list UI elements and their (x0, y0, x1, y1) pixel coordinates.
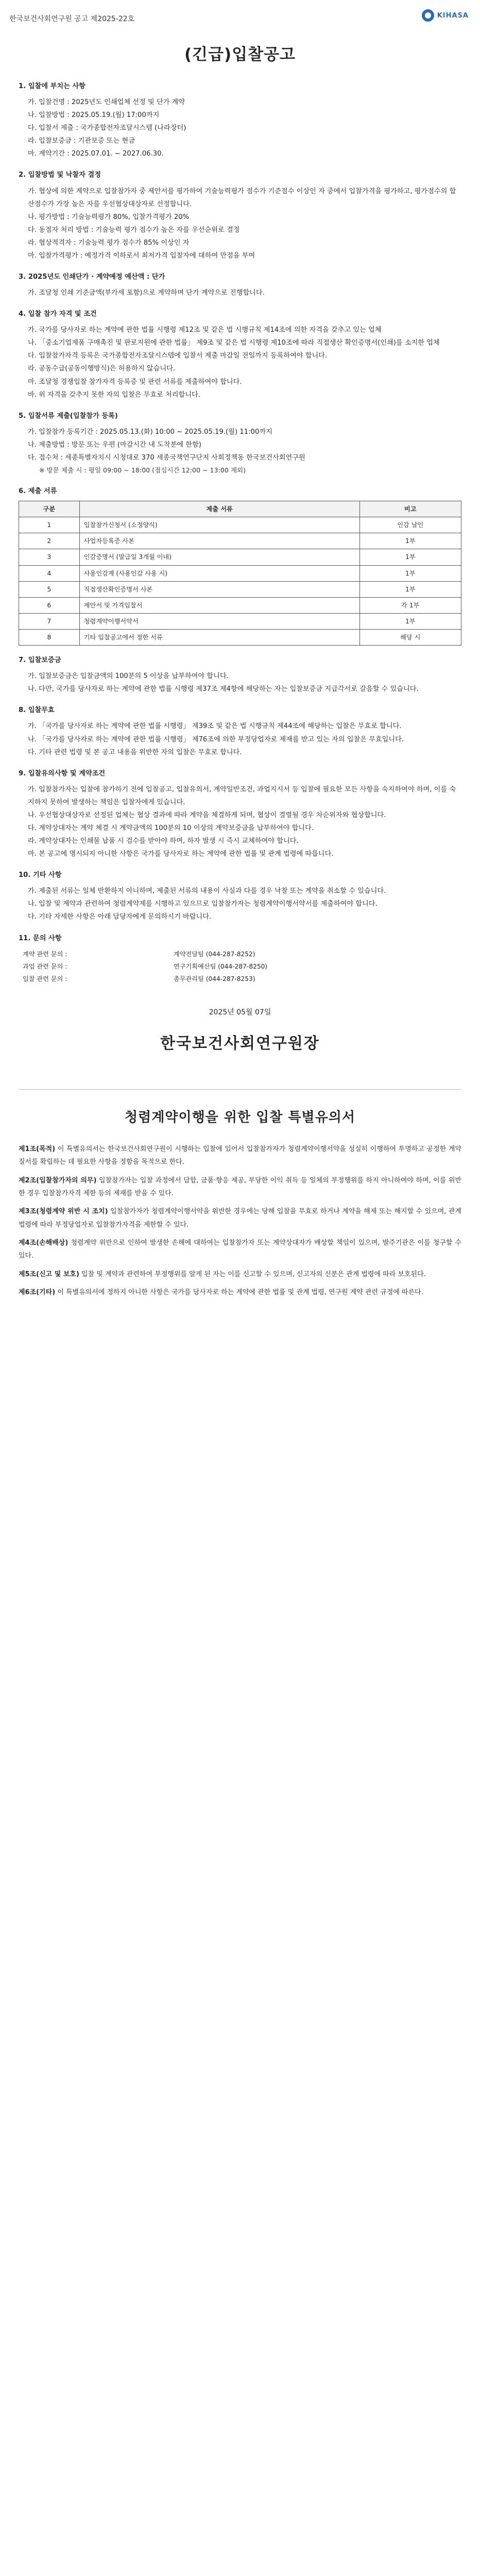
article-text: 이 특별유의서는 한국보건사회연구원이 시행하는 입찰에 있어서 입찰참가자가 청렴계약이행서약을 성실히 이행하여 투명하고 공정한 계약질서를 확립하는 데 필요한 사항을 정함을 목적으로 한다. (19, 1145, 461, 1166)
notice-body (0, 80, 480, 1299)
table-cell: 각 1부 (359, 597, 461, 613)
section-line: 라. 계약상대자는 인쇄물 납품 시 검수를 받아야 하며, 하자 발생 시 즉시 교체하여야 합니다. (28, 837, 299, 845)
section-line: 나. 평가방법 : 기술능력평가 80%, 입찰가격평가 20% (28, 213, 190, 221)
contact-value: 계약전담팀 (044-287-8252) (173, 950, 255, 958)
agency-logo (422, 9, 469, 22)
table-row (19, 581, 461, 597)
pledge-article (19, 1286, 461, 1299)
table-cell: 제안서 및 가격입찰서 (79, 597, 359, 613)
table-row (19, 597, 461, 613)
table-cell: 사업자등록증 사본 (79, 533, 359, 549)
page-title: (긴급)입찰공고 (184, 45, 296, 64)
pledge-article (19, 1143, 461, 1169)
table-cell: 1부 (359, 533, 461, 549)
table-cell: 6 (19, 597, 80, 613)
section-line: 가. 입찰건명 : 2025년도 인쇄업체 선정 및 단가 계약 (28, 98, 185, 107)
section-heading: 7. 입찰보증금 (19, 656, 61, 665)
article-heading: 제4조(손해배상) (19, 1239, 68, 1247)
pledge-article (19, 1236, 461, 1263)
table-cell: 1부 (359, 565, 461, 581)
article-text: 입찰 및 계약과 관련하여 부정행위를 알게 된 자는 이를 신고할 수 있으며, 신고자의 신분은 관계 법령에 따라 보호된다. (81, 1270, 426, 1278)
logo-text: KIHASA (437, 11, 469, 20)
section-line: 가. 협상에 의한 계약으로 입찰참가자 중 제안서를 평가하여 기술능력평가 점수가 기준점수 이상인 자 중에서 입찰가격을 평가하고, 평가점수의 합산점수가 가장 높은 자를 우선협상대상자로 선정합니다. (28, 187, 456, 208)
contact-label: 과업 관련 문의 : (23, 962, 67, 970)
section-heading: 2. 입찰방법 및 낙찰자 결정 (19, 171, 101, 179)
article-heading: 제2조(입찰참가자의 의무) (19, 1176, 97, 1184)
section-heading: 11. 문의 사항 (19, 934, 62, 942)
table-cell: 1부 (359, 549, 461, 565)
table-cell: 인감 날인 (359, 517, 461, 533)
contact-label: 입찰 관련 문의 : (23, 975, 67, 982)
section-line: 나. 입찰방법 : 2025.05.19.(월) 17:00까지 (28, 111, 160, 120)
contact-row (19, 960, 461, 973)
divider (19, 1089, 461, 1090)
section-heading: 1. 입찰에 부치는 사항 (19, 82, 85, 90)
table-cell: 7 (19, 613, 80, 629)
contact-row (19, 948, 461, 960)
sections-part-2 (19, 654, 461, 944)
pledge-article (19, 1174, 461, 1200)
section-line: 가. 국가를 당사자로 하는 계약에 관한 법률 시행령 제12조 및 같은 법 시행규칙 제14조에 의한 자격을 갖추고 있는 업체 (28, 326, 382, 334)
section-line: 다. 기타 자세한 사항은 아래 담당자에게 문의하시기 바랍니다. (28, 913, 212, 921)
article-heading: 제5조(신고 및 보호) (19, 1270, 79, 1278)
section-line: 가. 입찰참가자는 입찰에 참가하기 전에 입찰공고, 입찰유의서, 계약일반조건, 과업지시서 등 입찰에 필요한 모든 사항을 숙지하여야 하며, 이를 숙지하지 못하여 발생하는 책임은 입찰자에게 있습니다. (28, 785, 456, 806)
section-line: 가. 「국가를 당사자로 하는 계약에 관한 법률 시행령」 제39조 및 같은 법 시행규칙 제44조에 해당하는 입찰은 무효로 합니다. (28, 722, 402, 731)
pledge-articles (19, 1143, 461, 1299)
article-heading: 제1조(목적) (19, 1145, 56, 1153)
table-cell: 8 (19, 630, 80, 646)
section-heading: 8. 입찰무효 (19, 706, 55, 715)
table-row (19, 517, 461, 533)
section-heading: 10. 기타 사항 (19, 871, 62, 879)
section-line: 라. 입찰보증금 : 기관보증 또는 현금 (28, 137, 135, 145)
section-line: 다. 입찰참가자격 등록은 국가종합전자조달시스템에 입찰서 제출 마감일 전일까지 등록하여야 합니다. (28, 352, 328, 360)
section-line: 나. 「중소기업제품 구매촉진 및 판로지원에 관한 법률」 제9조 및 같은 법 시행령 제10조에 따라 직접생산 확인증명서(인쇄)를 소지한 업체 (28, 339, 440, 347)
agency-name: 한국보건사회연구원장 (160, 1034, 320, 1053)
article-heading: 제3조(청렴계약 위반 시 조치) (19, 1208, 108, 1216)
section-line: 가. 입찰보증금은 입찰금액의 100분의 5 이상을 납부하여야 합니다. (28, 672, 229, 681)
article-text: 입찰참가자는 입찰 과정에서 담합, 금품·향응 제공, 부당한 이익 취득 등 일체의 부정행위를 하지 아니하여야 하며, 이를 위반한 경우 입찰참가자격 제한 등의 제재를 받을 수 있다. (19, 1176, 461, 1198)
notice-number: 한국보건사회연구원 공고 제2025-22호 (9, 15, 135, 23)
article-text: 청렴계약 위반으로 인하여 발생한 손해에 대하여는 입찰참가자 또는 계약상대자가 배상할 책임이 있으며, 발주기관은 이를 청구할 수 있다. (19, 1239, 461, 1260)
table-cell: 청렴계약이행서약서 (79, 613, 359, 629)
contact-value: 총무관리팀 (044-287-8253) (173, 975, 255, 982)
table-row (19, 630, 461, 646)
section-line: 바. 위 자격을 갖추지 못한 자의 입찰은 무효로 처리합니다. (28, 391, 200, 399)
section-heading: 9. 입찰유의사항 및 계약조건 (19, 769, 106, 777)
section-line: 나. 다만, 국가를 당사자로 하는 계약에 관한 법률 시행령 제37조 제4항에 해당하는 자는 입찰보증금 지급각서로 갈음할 수 있습니다. (28, 685, 419, 693)
table-cell: 1부 (359, 581, 461, 597)
section-line: ※ 방문 제출 시 : 평일 09:00 ~ 18:00 (점심시간 12:00 ~ 13:00 제외) (39, 466, 246, 474)
sections-part-1 (19, 80, 461, 498)
pledge-article (19, 1268, 461, 1281)
table-cell: 해당 시 (359, 630, 461, 646)
section-line: 다. 계약상대자는 계약 체결 시 계약금액의 100분의 10 이상의 계약보증금을 납부하여야 합니다. (28, 824, 314, 833)
table-cell: 1부 (359, 613, 461, 629)
table-cell: 3 (19, 549, 80, 565)
section-line: 마. 본 공고에 명시되지 아니한 사항은 국가를 당사자로 하는 계약에 관한 법률 및 관계 법령에 따릅니다. (28, 850, 334, 858)
document-table (19, 501, 461, 646)
table-row (19, 533, 461, 549)
table-header-row (19, 501, 461, 517)
table-row (19, 613, 461, 629)
section-heading: 4. 입찰 참가 자격 및 조건 (19, 310, 97, 318)
section-line: 마. 입찰가격평가 : 예정가격 이하로서 최저가격 입찰자에 대하여 만점을 부여 (28, 251, 255, 260)
section-line: 라. 협상적격자 : 기술능력 평가 점수가 85% 이상인 자 (28, 239, 190, 247)
article-text: 입찰참가자가 청렴계약이행서약을 위반한 경우에는 당해 입찰을 무효로 하거나 계약을 해제 또는 해지할 수 있으며, 관계 법령에 따라 부정당업자로 입찰참가자격을 제한할 수 있다. (19, 1208, 461, 1229)
table-cell: 1 (19, 517, 80, 533)
table-cell: 직접생산확인증명서 사본 (79, 581, 359, 597)
article-text: 이 특별유의서에 정하지 아니한 사항은 국가를 당사자로 하는 계약에 관한 법률 및 관계 법령, 연구원 계약 관련 규정에 따른다. (57, 1289, 423, 1297)
table-cell: 5 (19, 581, 80, 597)
table-cell: 4 (19, 565, 80, 581)
table-cell: 인감증명서 (발급일 3개월 이내) (79, 549, 359, 565)
contact-label: 계약 관련 문의 : (23, 950, 67, 958)
table-header-cell: 비고 (359, 501, 461, 517)
table-cell: 사용인감계 (사용인감 사용 시) (79, 565, 359, 581)
logo-mark-icon (422, 9, 434, 22)
section-line: 나. 「국가를 당사자로 하는 계약에 관한 법률 시행령」 제76조에 의한 부정당업자로 제재를 받고 있는 자의 입찰은 무효입니다. (28, 735, 404, 743)
contact-table (19, 948, 461, 985)
section-line: 가. 입찰참가 등록기간 : 2025.05.13.(화) 10:00 ~ 2025.05.19.(월) 11:00까지 (28, 428, 272, 436)
section-line: 가. 제출된 서류는 일체 반환하지 아니하며, 제출된 서류의 내용이 사실과 다를 경우 낙찰 또는 계약을 취소할 수 있습니다. (28, 887, 386, 895)
pledge-article (19, 1205, 461, 1231)
article-heading: 제6조(기타) (19, 1289, 56, 1297)
contact-row (19, 973, 461, 985)
table-cell: 기타 입찰공고에서 정한 서류 (79, 630, 359, 646)
table-header-cell: 구분 (19, 501, 80, 517)
notice-date: 2025년 05월 07일 (209, 1008, 271, 1017)
table-cell: 입찰참가신청서 (소정양식) (79, 517, 359, 533)
section-line: 라. 공동수급(공동이행방식)은 허용하지 않습니다. (28, 365, 176, 373)
section-heading: 3. 2025년도 인쇄단가 · 계약예정 예산액 : 단가 (19, 273, 165, 281)
section-line: 다. 접수처 : 세종특별자치시 시청대로 370 세종국책연구단지 사회정책동 한국보건사회연구원 (28, 453, 305, 462)
contact-value: 연구기획예산팀 (044-287-8250) (173, 962, 268, 970)
section-line: 나. 제출방법 : 방문 또는 우편 (마감시간 내 도착분에 한함) (28, 440, 201, 449)
section-line: 다. 동점자 처리 방법 : 기술능력 평가 점수가 높은 자를 우선순위로 결정 (28, 226, 240, 234)
table-cell: 2 (19, 533, 80, 549)
section-line: 나. 입찰 및 계약과 관련하여 청렴계약제를 시행하고 있으므로 입찰참가자는 청렴계약이행서약서를 제출하여야 합니다. (28, 900, 378, 908)
section-line: 다. 입찰서 제출 : 국가종합전자조달시스템 (나라장터) (28, 124, 186, 132)
section-heading: 5. 입찰서류 제출(입찰참가 등록) (19, 412, 118, 420)
section-line: 마. 조달청 경쟁입찰 참가자격 등록증 및 관련 서류를 제출하여야 합니다. (28, 378, 242, 386)
table-row (19, 549, 461, 565)
pledge-title: 청렴계약이행을 위한 입찰 특별유의서 (124, 1109, 355, 1125)
table-row (19, 565, 461, 581)
table-header-cell: 제출 서류 (79, 501, 359, 517)
section-line: 다. 기타 관련 법령 및 본 공고 내용을 위반한 자의 입찰은 무효로 합니다. (28, 748, 242, 756)
section-heading: 6. 제출 서류 (19, 487, 57, 495)
section-line: 나. 우선협상대상자로 선정된 업체는 협상 결과에 따라 계약을 체결하게 되며, 협상이 결렬될 경우 차순위자와 협상합니다. (28, 811, 386, 819)
section-line: 가. 조달청 인쇄 기준금액(부가세 포함)으로 계약하며 단가 계약으로 진행합니다. (28, 289, 265, 297)
section-line: 마. 계약기간 : 2025.07.01. ~ 2027.06.30. (28, 150, 164, 158)
top-bar (0, 0, 480, 28)
